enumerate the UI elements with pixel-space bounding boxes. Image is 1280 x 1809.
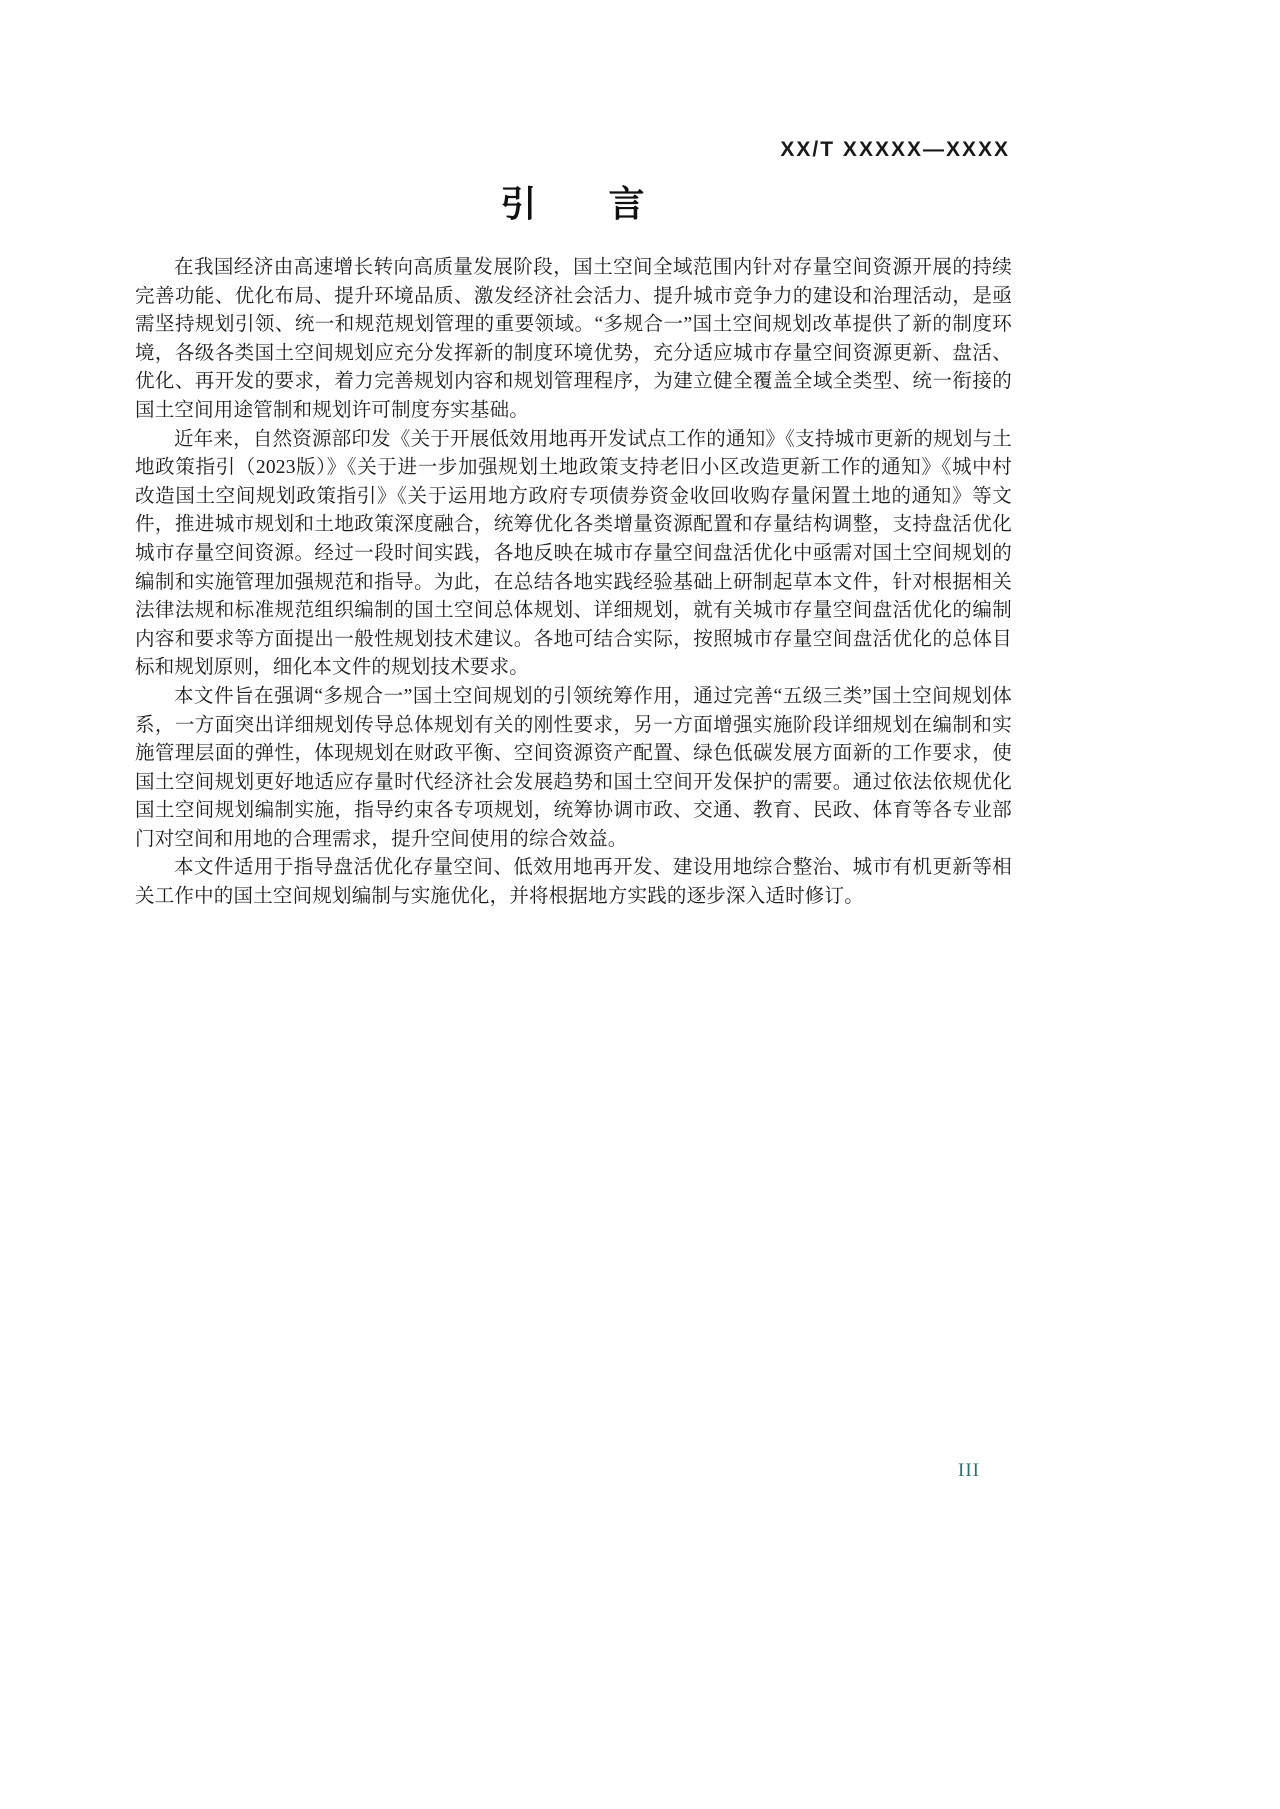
standard-doc-number: XX/T XXXXX—XXXX [780,138,1010,161]
intro-paragraph-1: 在我国经济由高速增长转向高质量发展阶段，国土空间全域范围内针对存量空间资源开展的持续完善功能、优化布局、提升环境品质、激发经济社会活力、提升城市竞争力的建设和治理活动，是亟需坚持规划引领、统一和规范规划管理的重要领域。“多规合一”国土空间规划改革提供了新的制度环境，各级各类国土空间规划应充分发挥新的制度环境优势，充分适应城市存量空间资源更新、盘活、优化、再开发的要求，着力完善规划内容和规划管理程序，为建立健全覆盖全域全类型、统一衔接的国土空间用途管制和规划许可制度夯实基础。 [135,257,1012,421]
intro-paragraph-2: 近年来，自然资源部印发《关于开展低效用地再开发试点工作的通知》《支持城市更新的规划与土地政策指引（2023版）》《关于进一步加强规划土地政策支持老旧小区改造更新工作的通知》《城中村改造国土空间规划政策指引》《关于运用地方政府专项债券资金收回收购存量闲置土地的通知》等文件，推进城市规划和土地政策深度融合，统筹优化各类增量资源配置和存量结构调整，支持盘活优化城市存量空间资源。经过一段时间实践，各地反映在城市存量空间盘活优化中亟需对国土空间规划的编制和实施管理加强规范和指导。为此，在总结各地实践经验基础上研制起草本文件，针对根据相关法律法规和标准规范组织编制的国土空间总体规划、详细规划，就有关城市存量空间盘活优化的编制内容和要求等方面提出一般性规划技术建议。各地可结合实际，按照城市存量空间盘活优化的总体目标和规划原则，细化本文件的规划技术要求。 [135,428,1012,679]
page-title: 引 言 [500,183,645,224]
page-number: III [958,1460,980,1481]
intro-paragraph-4: 本文件适用于指导盘活优化存量空间、低效用地再开发、建设用地综合整治、城市有机更新等相关工作中的国土空间规划编制与实施优化，并将根据地方实践的逐步深入适时修订。 [135,857,1012,908]
intro-paragraph-3: 本文件旨在强调“多规合一”国土空间规划的引领统筹作用，通过完善“五级三类”国土空间规划体系，一方面突出详细规划传导总体规划有关的刚性要求，另一方面增强实施阶段详细规划在编制和实施管理层面的弹性，体现规划在财政平衡、空间资源资产配置、绿色低碳发展方面新的工作要求，使国土空间规划更好地适应存量时代经济社会发展趋势和国土空间开发保护的需要。通过依法依规优化国土空间规划编制实施，指导约束各专项规划，统筹协调市政、交通、教育、民政、体育等各专业部门对空间和用地的合理需求，提升空间使用的综合效益。 [135,685,1012,850]
introduction-body [135,254,1012,912]
